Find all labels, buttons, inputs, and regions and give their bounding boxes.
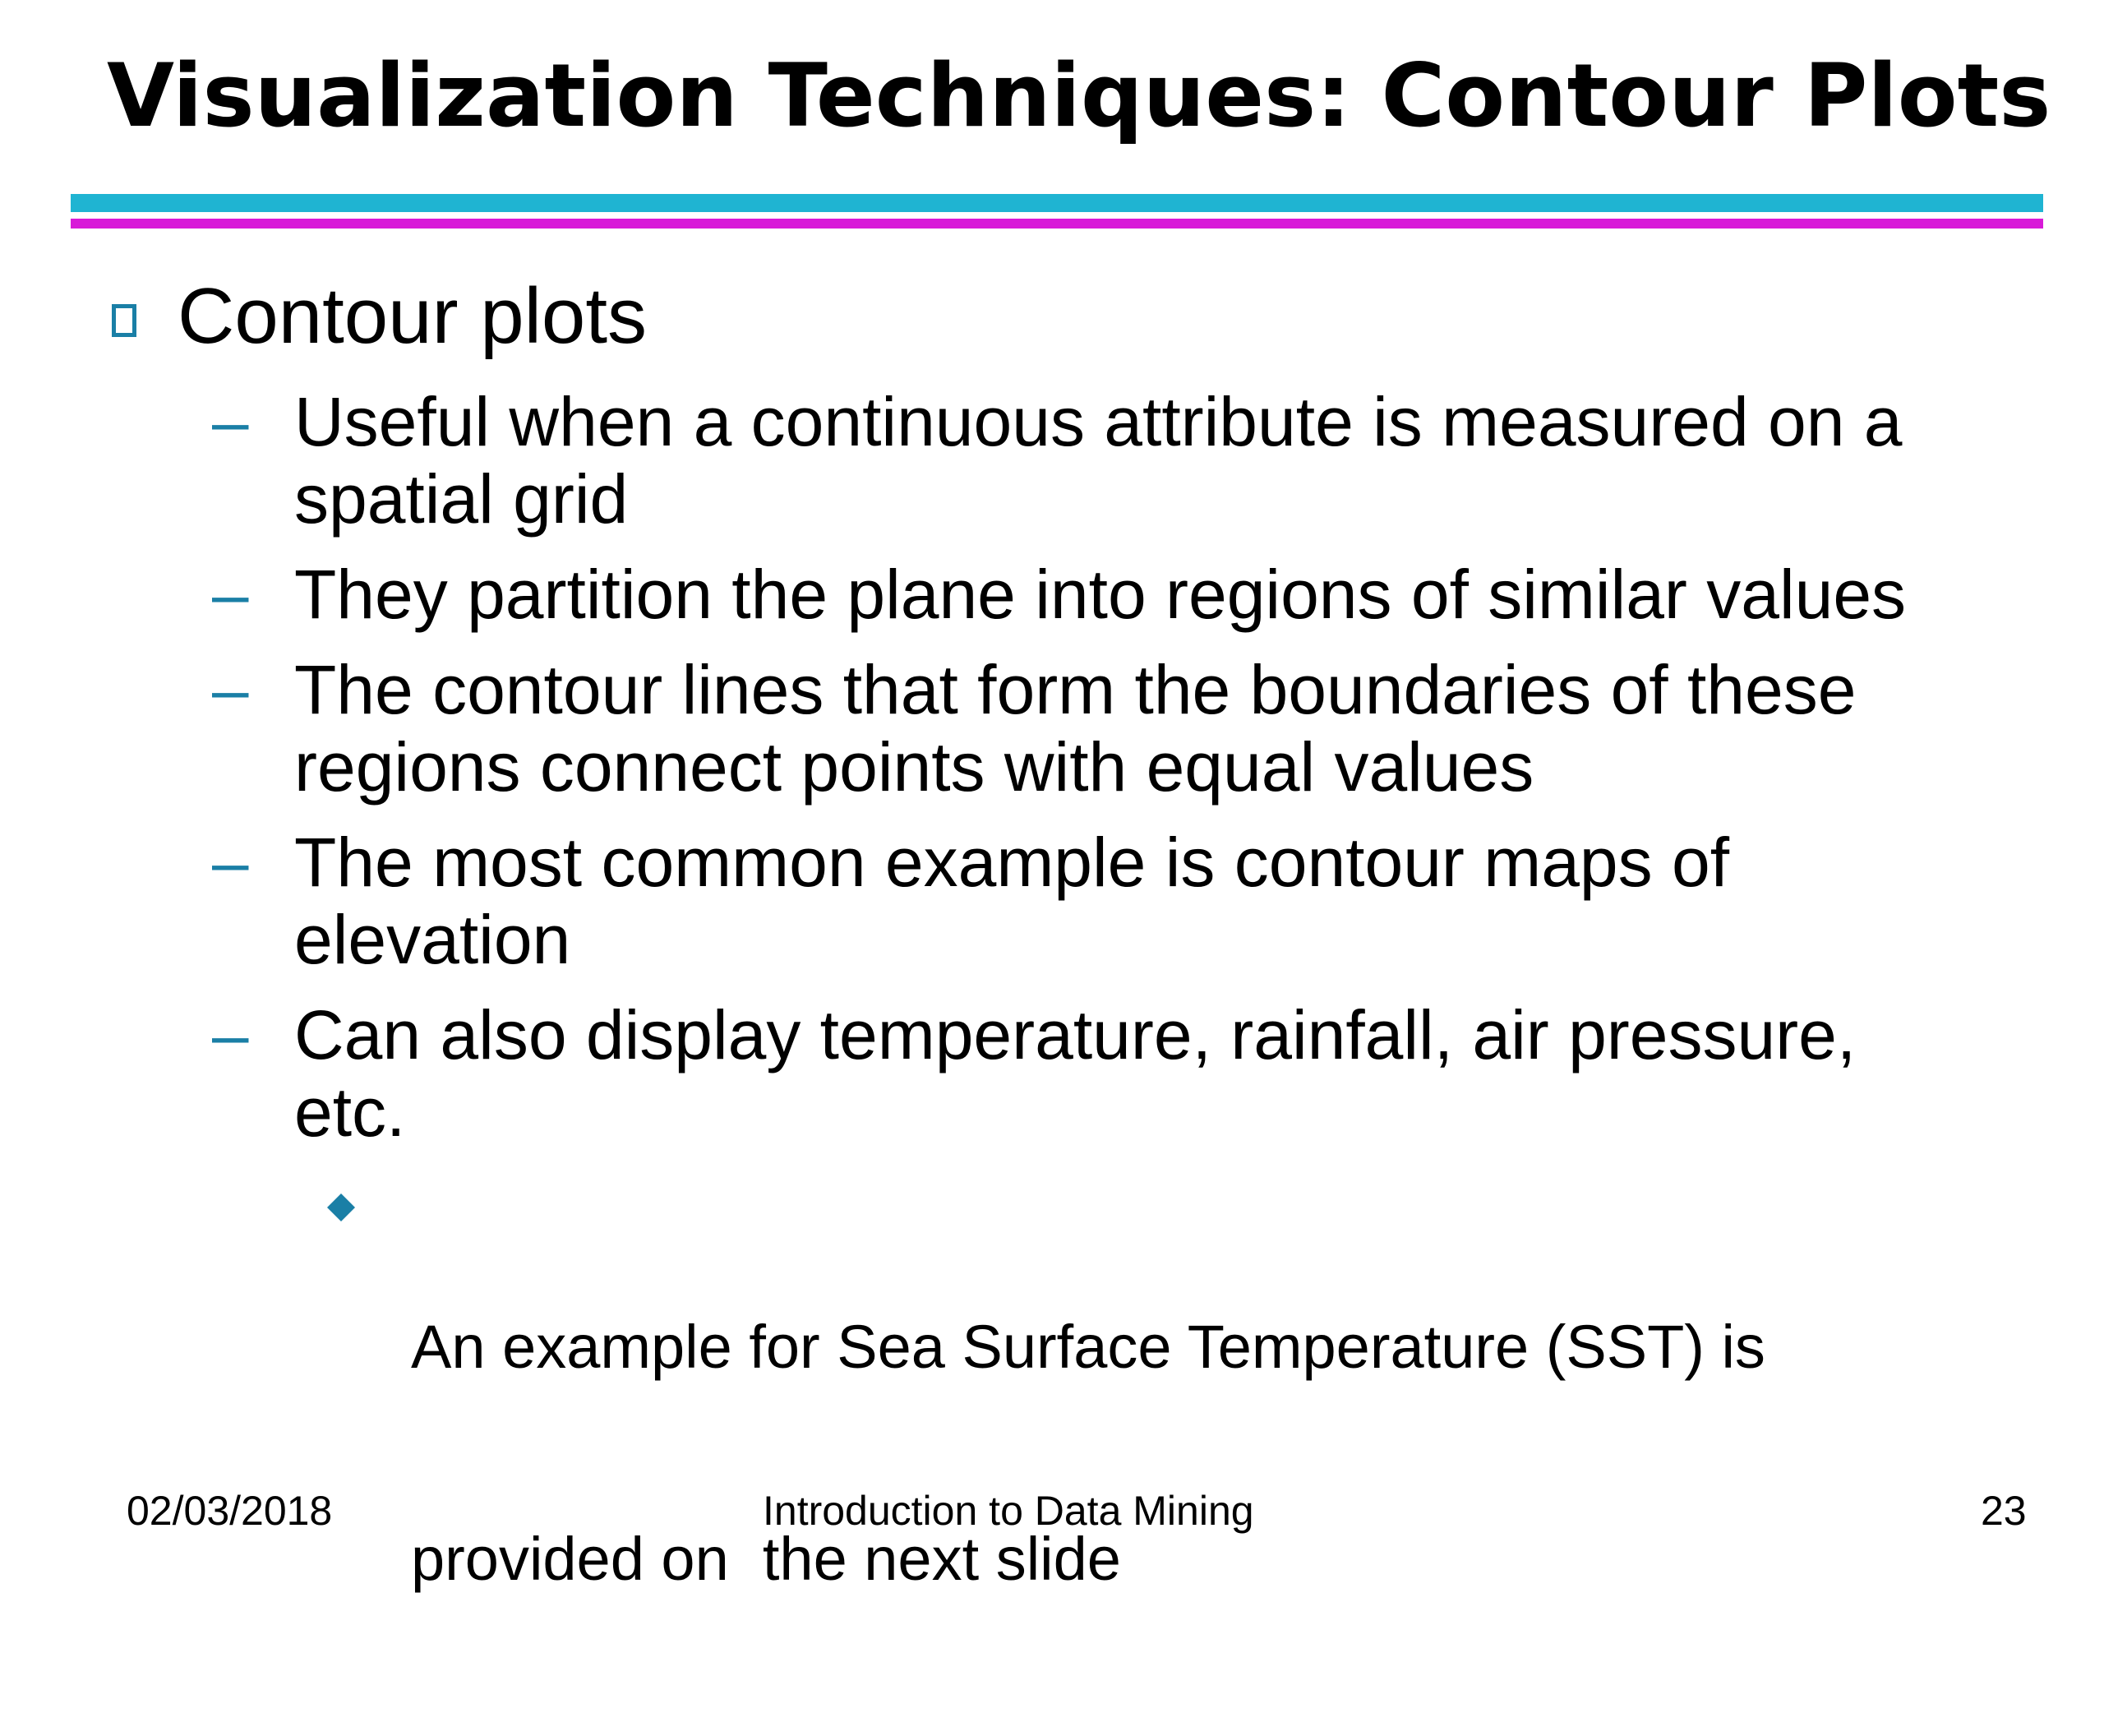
dash-bullet-icon: – — [212, 998, 249, 1071]
dash-bullet-icon: – — [212, 653, 249, 726]
bullet-line: They partition the plane into regions of similar values — [294, 556, 1907, 633]
dash-bullet-icon: – — [212, 825, 249, 898]
bullet-line: The contour lines that form the boundaries of these — [294, 651, 1857, 728]
bullet-line: elevation — [294, 901, 571, 978]
bullet-level2-text — [294, 824, 2069, 978]
square-bullet-icon — [112, 304, 136, 337]
bullet-line: Useful when a continuous attribute is measured on a — [294, 383, 1903, 460]
dash-bullet-icon: – — [212, 385, 249, 458]
bullet-level2-text — [294, 383, 2069, 538]
title-rule-magenta — [71, 219, 2043, 229]
slide-title: Visualization Techniques: Contour Plots — [107, 45, 2051, 146]
dash-bullet-icon: – — [212, 557, 249, 630]
footer-course-title: Introduction to Data Mining — [763, 1488, 1254, 1534]
bullet-level2-text — [294, 996, 2069, 1151]
diamond-bullet-icon — [327, 1194, 355, 1221]
bullet-line: Can also display temperature, rainfall, air pressure, — [294, 996, 1857, 1073]
footer-page-number: 23 — [1981, 1488, 2027, 1534]
footer-date: 02/03/2018 — [127, 1488, 333, 1534]
bullet-line: An example for Sea Surface Temperature (SST) is — [411, 1313, 1765, 1381]
bullet-line: The most common example is contour maps of — [294, 824, 1730, 901]
bullet-level1-text: Contour plots — [178, 272, 647, 360]
bullet-level2-text — [294, 556, 2069, 633]
bullet-line: provided on the next slide — [411, 1525, 1121, 1593]
bullet-line: spatial grid — [294, 460, 629, 538]
title-rule-cyan — [71, 194, 2043, 212]
bullet-level3-text — [411, 1170, 2055, 1736]
bullet-line: regions connect points with equal values — [294, 728, 1534, 806]
bullet-level2-text — [294, 651, 2069, 806]
bullet-line: etc. — [294, 1073, 406, 1151]
